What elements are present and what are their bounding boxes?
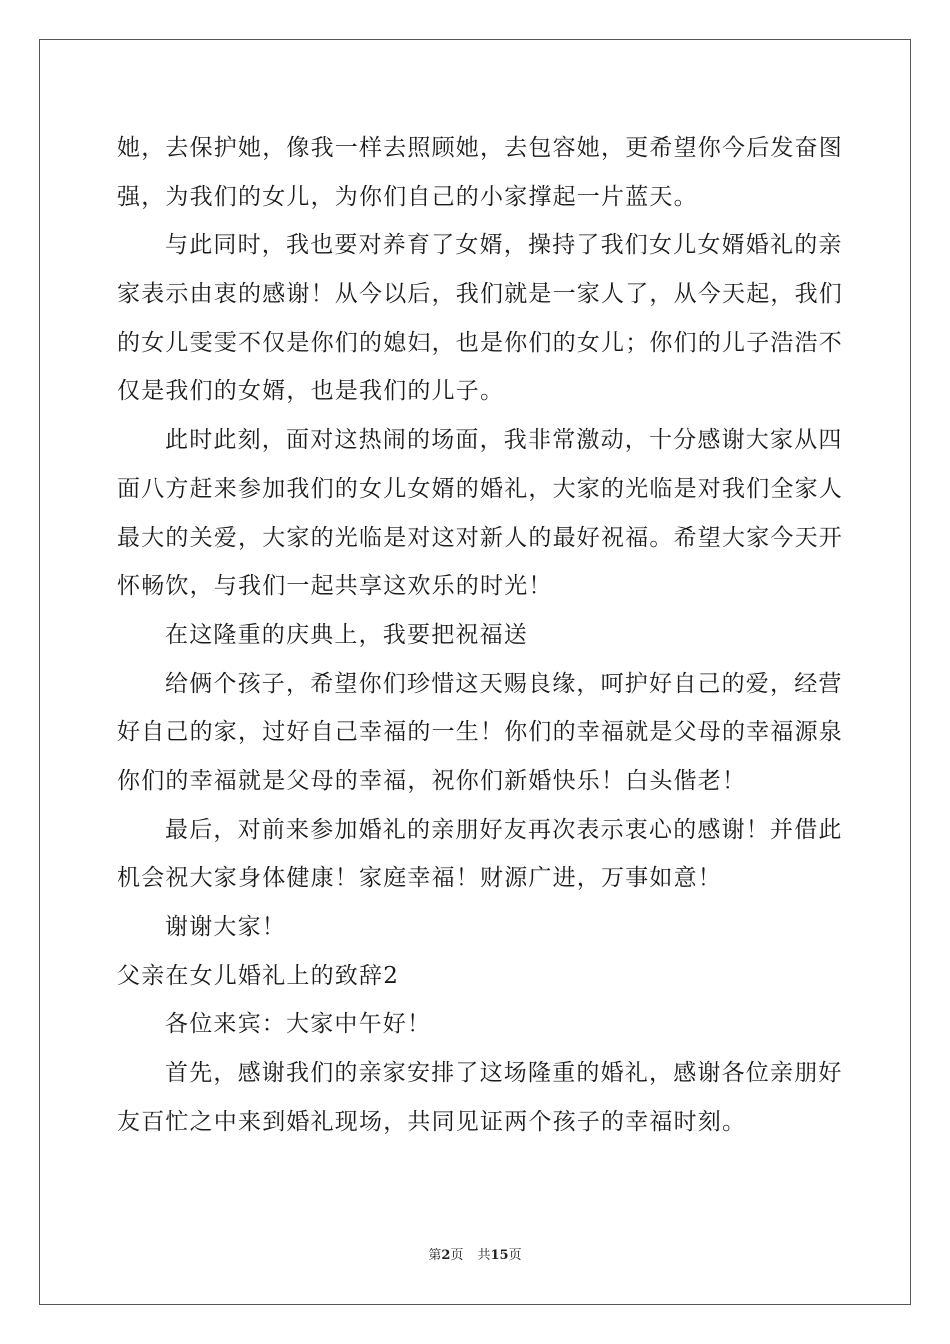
text-line: 友百忙之中来到婚礼现场，共同见证两个孩子的幸福时刻。 (117, 1108, 747, 1135)
text-line: 谢谢大家！ (165, 914, 286, 940)
total-label-prefix: 共 (477, 1248, 491, 1263)
page-label-prefix: 第 (428, 1248, 442, 1263)
text-line: 最后，对前来参加婚礼的亲朋好友再次表示衷心的感谢！并借此 (165, 816, 843, 843)
page-number: 2 (441, 1248, 451, 1263)
page-label-suffix: 页 (450, 1248, 464, 1263)
text-line: 强，为我们的女儿，为你们自己的小家撑起一片蓝天。 (117, 183, 698, 210)
text-line: 怀畅饮，与我们一起共享这欢乐的时光！ (117, 573, 553, 600)
text-line: 仅是我们的女婿，也是我们的儿子。 (117, 378, 505, 405)
text-line: 给俩个孩子，希望你们珍惜这天赐良缘，呵护好自己的爱，经营 (165, 670, 843, 697)
text-line: 在这隆重的庆典上，我要把祝福送 (165, 621, 528, 648)
text-line: 此时此刻，面对这热闹的场面，我非常激动，十分感谢大家从四 (165, 427, 843, 454)
text-line: 好自己的家，过好自己幸福的一生！你们的幸福就是父母的幸福源泉 (117, 719, 843, 746)
text-line: 她，去保护她，像我一样去照顾她，去包容她，更希望你今后发奋图 (117, 135, 843, 161)
text-line: 首先，感谢我们的亲家安排了这场隆重的婚礼，感谢各位亲朋好 (165, 1060, 843, 1087)
total-label-suffix: 页 (508, 1248, 522, 1263)
text-line: 的女儿雯雯不仅是你们的媳妇，也是你们的女儿；你们的儿子浩浩不 (117, 329, 843, 356)
text-line: 与此同时，我也要对养育了女婿，操持了我们女儿女婿婚礼的亲 (165, 232, 843, 259)
page-footer (0, 1244, 950, 1263)
text-line: 家表示由衷的感谢！从今以后，我们就是一家人了，从今天起，我们 (117, 281, 843, 308)
text-line: 机会祝大家身体健康！家庭幸福！财源广进，万事如意！ (117, 865, 722, 892)
text-line: 面八方赶来参加我们的女儿女婿的婚礼，大家的光临是对我们全家人 (117, 475, 843, 502)
total-pages: 15 (490, 1248, 509, 1263)
text-line: 你们的幸福就是父母的幸福，祝你们新婚快乐！白头偕老！ (117, 767, 747, 794)
document-body (117, 124, 843, 1146)
text-line: 父亲在女儿婚礼上的致辞2 (117, 962, 400, 989)
text-line: 最大的关爱，大家的光临是对这对新人的最好祝福。希望大家今天开 (117, 524, 843, 551)
text-line: 各位来宾：大家中午好！ (165, 1011, 432, 1038)
